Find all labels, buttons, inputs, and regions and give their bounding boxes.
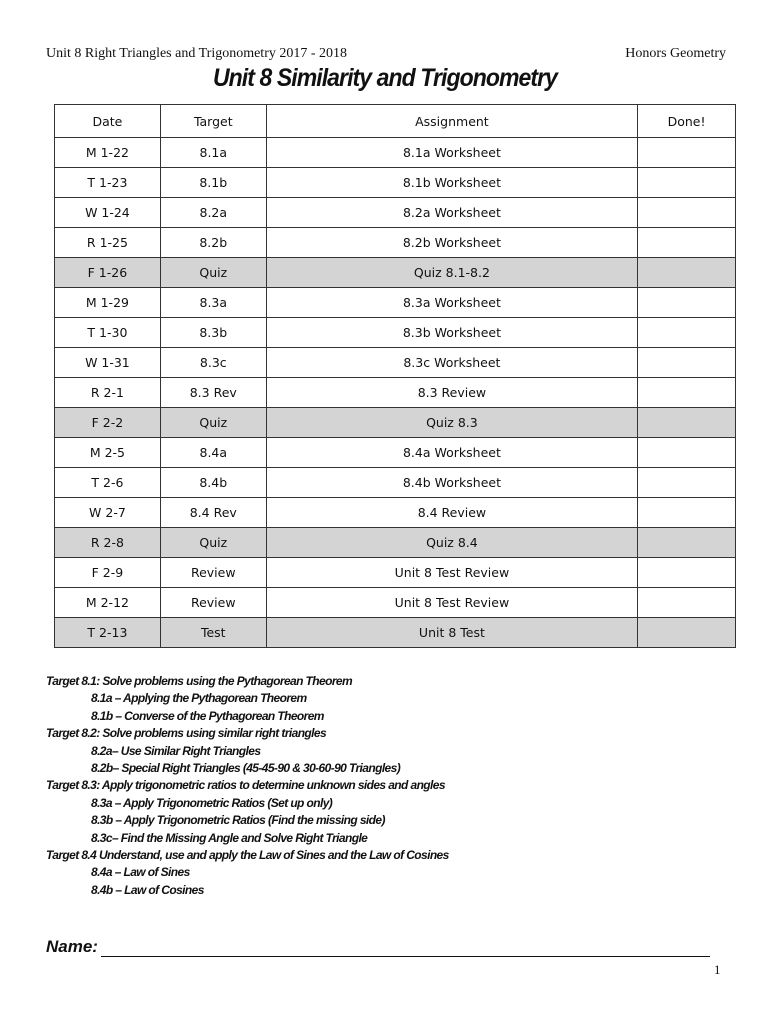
- cell-done[interactable]: [638, 378, 736, 408]
- table-row: [55, 528, 736, 558]
- cell-done[interactable]: [638, 348, 736, 378]
- cell-assignment: 8.3c Worksheet: [266, 348, 637, 378]
- cell-done[interactable]: [638, 228, 736, 258]
- page-number: 1: [714, 962, 721, 977]
- table-header-row: [55, 105, 736, 138]
- cell-date: M 2-12: [55, 588, 161, 618]
- cell-done[interactable]: [638, 288, 736, 318]
- cell-done[interactable]: [638, 468, 736, 498]
- cell-assignment: Quiz 8.3: [266, 408, 637, 438]
- cell-target: 8.4 Rev: [160, 498, 266, 528]
- table-row: [55, 408, 736, 438]
- table-row: [55, 258, 736, 288]
- cell-date: F 2-9: [55, 558, 161, 588]
- cell-assignment: Unit 8 Test Review: [266, 558, 637, 588]
- target-subitem: 8.3b – Apply Trigonometric Ratios (Find the missing side): [91, 813, 385, 828]
- cell-assignment: 8.1a Worksheet: [266, 138, 637, 168]
- table-row: [55, 138, 736, 168]
- cell-target: Quiz: [160, 408, 266, 438]
- cell-done[interactable]: [638, 618, 736, 648]
- target-subitem: 8.2a– Use Similar Right Triangles: [91, 743, 261, 758]
- cell-done[interactable]: [638, 498, 736, 528]
- cell-date: F 2-2: [55, 408, 161, 438]
- learning-targets: [46, 673, 736, 899]
- cell-assignment: 8.4 Review: [266, 498, 637, 528]
- assignment-table: [54, 104, 736, 648]
- cell-date: M 2-5: [55, 438, 161, 468]
- table-row: [55, 198, 736, 228]
- name-field: [46, 937, 710, 957]
- cell-target: 8.4b: [160, 468, 266, 498]
- cell-date: W 2-7: [55, 498, 161, 528]
- cell-date: T 1-30: [55, 318, 161, 348]
- table-row: [55, 438, 736, 468]
- cell-assignment: Unit 8 Test Review: [266, 588, 637, 618]
- table-row: [55, 168, 736, 198]
- cell-target: Review: [160, 558, 266, 588]
- target-subitem: 8.3a – Apply Trigonometric Ratios (Set up only): [91, 795, 333, 810]
- target-subitem: 8.4a – Law of Sines: [91, 865, 190, 880]
- cell-target: 8.3a: [160, 288, 266, 318]
- cell-target: 8.3c: [160, 348, 266, 378]
- target-heading: Target 8.1: Solve problems using the Pythagorean Theorem: [46, 674, 353, 688]
- cell-assignment: 8.3b Worksheet: [266, 318, 637, 348]
- page-header: [46, 46, 726, 62]
- cell-date: M 1-29: [55, 288, 161, 318]
- cell-date: W 1-31: [55, 348, 161, 378]
- header-course-unit: Unit 8 Right Triangles and Trigonometry 2017 - 2018: [46, 46, 348, 61]
- target-subitem: 8.3c– Find the Missing Angle and Solve Right Triangle: [91, 830, 368, 845]
- column-header-date: Date: [55, 105, 161, 138]
- target-subitem: 8.1a – Applying the Pythagorean Theorem: [91, 691, 307, 706]
- target-heading: Target 8.2: Solve problems using similar right triangles: [46, 726, 327, 741]
- cell-done[interactable]: [638, 318, 736, 348]
- cell-done[interactable]: [638, 168, 736, 198]
- column-header-done: Done!: [638, 105, 736, 138]
- cell-target: 8.2a: [160, 198, 266, 228]
- target-heading: Target 8.3: Apply trigonometric ratios to determine unknown sides and angles: [46, 778, 445, 793]
- table-body: [55, 138, 736, 648]
- target-subitem: 8.2b– Special Right Triangles (45-45-90 & 30-60-90 Triangles): [91, 761, 401, 776]
- cell-date: T 2-6: [55, 468, 161, 498]
- cell-date: F 1-26: [55, 258, 161, 288]
- cell-done[interactable]: [638, 528, 736, 558]
- header-course-name: Honors Geometry: [625, 46, 726, 61]
- cell-target: 8.3b: [160, 318, 266, 348]
- cell-done[interactable]: [638, 258, 736, 288]
- cell-date: R 2-8: [55, 528, 161, 558]
- page-title: Unit 8 Similarity and Trigonometry: [212, 64, 558, 92]
- target-subitem: 8.1b – Converse of the Pythagorean Theorem: [91, 708, 324, 723]
- table-row: [55, 588, 736, 618]
- cell-done[interactable]: [638, 198, 736, 228]
- table-row: [55, 468, 736, 498]
- cell-date: W 1-24: [55, 198, 161, 228]
- cell-assignment: 8.4a Worksheet: [266, 438, 637, 468]
- cell-target: Quiz: [160, 528, 266, 558]
- cell-target: Review: [160, 588, 266, 618]
- cell-target: 8.3 Rev: [160, 378, 266, 408]
- cell-assignment: 8.2b Worksheet: [266, 228, 637, 258]
- cell-done[interactable]: [638, 438, 736, 468]
- target-subitem: 8.4b – Law of Cosines: [91, 882, 204, 897]
- column-header-target: Target: [160, 105, 266, 138]
- cell-target: 8.1a: [160, 138, 266, 168]
- table-row: [55, 558, 736, 588]
- table-row: [55, 498, 736, 528]
- name-blank-line[interactable]: [101, 941, 710, 957]
- cell-assignment: 8.1b Worksheet: [266, 168, 637, 198]
- cell-assignment: Quiz 8.1-8.2: [266, 258, 637, 288]
- cell-assignment: Unit 8 Test: [266, 618, 637, 648]
- table-row: [55, 228, 736, 258]
- cell-target: Quiz: [160, 258, 266, 288]
- table-row: [55, 318, 736, 348]
- cell-target: 8.4a: [160, 438, 266, 468]
- cell-assignment: 8.2a Worksheet: [266, 198, 637, 228]
- table-row: [55, 348, 736, 378]
- column-header-assignment: Assignment: [266, 105, 637, 138]
- table-row: [55, 288, 736, 318]
- cell-date: R 2-1: [55, 378, 161, 408]
- cell-target: 8.1b: [160, 168, 266, 198]
- table-row: [55, 618, 736, 648]
- cell-assignment: 8.3a Worksheet: [266, 288, 637, 318]
- target-heading: Target 8.4 Understand, use and apply the Law of Sines and the Law of Cosines: [46, 848, 449, 863]
- cell-done[interactable]: [638, 558, 736, 588]
- cell-assignment: 8.3 Review: [266, 378, 637, 408]
- cell-date: T 2-13: [55, 618, 161, 648]
- name-label: Name:: [46, 937, 98, 956]
- cell-target: Test: [160, 618, 266, 648]
- cell-done[interactable]: [638, 408, 736, 438]
- cell-date: R 1-25: [55, 228, 161, 258]
- cell-target: 8.2b: [160, 228, 266, 258]
- cell-date: T 1-23: [55, 168, 161, 198]
- cell-assignment: 8.4b Worksheet: [266, 468, 637, 498]
- table-row: [55, 378, 736, 408]
- cell-assignment: Quiz 8.4: [266, 528, 637, 558]
- cell-date: M 1-22: [55, 138, 161, 168]
- cell-done[interactable]: [638, 588, 736, 618]
- cell-done[interactable]: [638, 138, 736, 168]
